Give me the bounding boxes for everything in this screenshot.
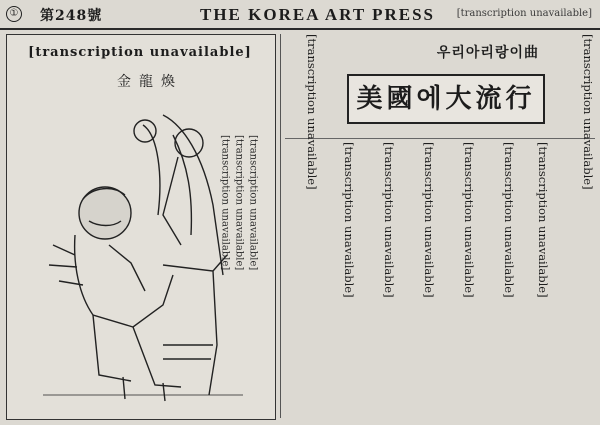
page-number: ① — [6, 6, 22, 22]
article-column: [transcription unavailable] — [502, 142, 516, 298]
article-column: [transcription unavailable] — [462, 142, 476, 298]
headline-title: 美國에大流行 — [347, 74, 545, 124]
headline-rule — [285, 138, 595, 139]
headline-subtitle: 우리아리랑이曲 — [436, 45, 539, 61]
article-column: [transcription unavailable] — [305, 34, 319, 190]
cartoon-quote-line: [transcription unavailable] — [219, 135, 231, 271]
date-line: [transcription unavailable] — [456, 8, 592, 19]
article-column: [transcription unavailable] — [581, 34, 595, 190]
cartoon-quote-line: [transcription unavailable] — [233, 135, 245, 271]
cartoon-quote-line: [transcription unavailable] — [247, 135, 259, 271]
column-divider — [280, 34, 281, 418]
cartoon-artist: 金龍煥 — [117, 74, 183, 90]
paper-name: THE KOREA ART PRESS — [200, 5, 436, 24]
headline-block — [345, 40, 545, 134]
article-column: [transcription unavailable] — [342, 142, 356, 298]
article-column: [transcription unavailable] — [382, 142, 396, 298]
issue-number: 第248號 — [40, 8, 103, 24]
article-column: [transcription unavailable] — [422, 142, 436, 298]
cartoon-illustration — [13, 95, 269, 413]
masthead — [0, 0, 600, 30]
cartoon-caption: [transcription unavailable] — [28, 45, 252, 60]
cartoon-panel — [6, 34, 276, 420]
article-column: [transcription unavailable] — [536, 142, 550, 298]
